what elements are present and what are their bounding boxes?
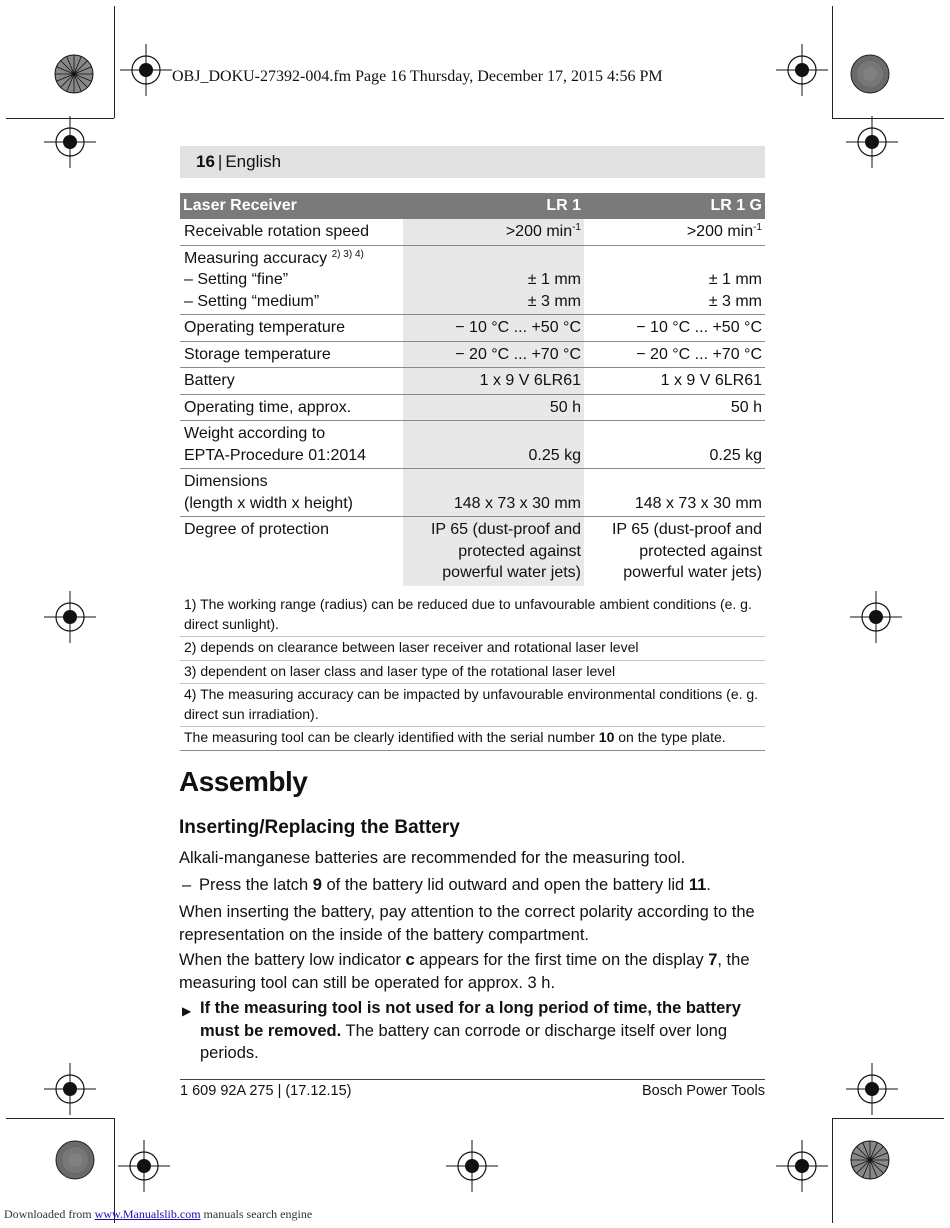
spec-value-lr1g: − 10 °C ... +50 °C	[584, 315, 765, 342]
spec-value-lr1g	[584, 219, 765, 245]
spec-label: Battery	[180, 368, 403, 395]
crop-line	[832, 1118, 944, 1119]
dash-marker: –	[182, 876, 192, 894]
spec-label-text: Measuring accuracy	[184, 249, 328, 267]
spec-label	[180, 469, 403, 517]
registration-target-icon	[776, 1140, 828, 1192]
print-header: OBJ_DOKU-27392-004.fm Page 16 Thursday, December 17, 2015 4:56 PM	[172, 68, 663, 85]
spec-value-lr1g	[584, 245, 765, 315]
spec-table-header-row	[180, 193, 765, 219]
text: , the measuring tool can still be operated for approx. 3 h.	[179, 951, 750, 992]
serial-number-note	[180, 727, 765, 751]
grey-dot-target-icon	[55, 1140, 95, 1180]
page-number: 16	[196, 152, 215, 171]
part-ref: 11	[688, 876, 707, 894]
table-row	[180, 341, 765, 368]
crop-line	[832, 6, 833, 118]
spec-value-lr1g: − 20 °C ... +70 °C	[584, 341, 765, 368]
spec-value-lr1: − 20 °C ... +70 °C	[403, 341, 584, 368]
serial-number-ref: 10	[598, 729, 615, 745]
triangle-bullet-icon: ▶	[182, 1004, 192, 1018]
spec-value-lr1g: 50 h	[584, 394, 765, 421]
registration-target-icon	[44, 116, 96, 168]
paragraph	[179, 949, 767, 994]
spec-label: Operating temperature	[180, 315, 403, 342]
spec-value-lr1g: 148 x 73 x 30 mm	[584, 469, 765, 517]
footnote-ref: 2) 3) 4)	[331, 248, 364, 260]
paragraph: Alkali-manganese batteries are recommended for the measuring tool.	[179, 849, 686, 867]
table-row	[180, 394, 765, 421]
spec-table	[180, 193, 765, 586]
spec-value-lr1	[403, 517, 584, 586]
warning-item	[182, 997, 767, 1065]
spec-label-text: EPTA-Procedure 01:2014	[184, 446, 367, 464]
part-ref: c	[405, 951, 415, 969]
download-note	[4, 1207, 312, 1222]
table-row	[180, 219, 765, 245]
footnote: 2) depends on clearance between laser receiver and rotational laser level	[180, 637, 765, 661]
registration-target-icon	[118, 1140, 170, 1192]
section-title: Assembly	[179, 766, 308, 797]
page-header-separator: |	[217, 152, 223, 171]
spec-value-text: IP 65 (dust-proof and	[611, 521, 762, 538]
page-language: English	[225, 152, 282, 171]
registration-target-icon	[44, 1063, 96, 1115]
footer-rule	[180, 1079, 765, 1080]
unit-superscript: -1	[753, 222, 762, 233]
spec-value-lr1: 1 x 9 V 6LR61	[403, 368, 584, 395]
table-row	[180, 517, 765, 586]
unit-superscript: -1	[572, 222, 581, 233]
registration-target-icon	[44, 591, 96, 643]
spec-label: Operating time, approx.	[180, 394, 403, 421]
step-text	[199, 874, 767, 897]
page-header-band	[180, 146, 765, 178]
footnote: 3) dependent on laser class and laser type of the rotational laser level	[180, 661, 765, 685]
spec-label	[180, 245, 403, 315]
starburst-target-icon	[54, 54, 94, 94]
spec-value-text: ± 1 mm	[527, 271, 581, 288]
spec-value-lr1g: 0.25 kg	[584, 421, 765, 469]
subsection-title: Inserting/Replacing the Battery	[179, 817, 460, 838]
spec-value-text: protected against	[458, 542, 581, 560]
text: .	[706, 876, 711, 894]
text: When the battery low indicator	[179, 951, 406, 969]
table-row	[180, 469, 765, 517]
spec-value-lr1g: 1 x 9 V 6LR61	[584, 368, 765, 395]
crop-line	[832, 1118, 833, 1223]
grey-dot-target-icon	[850, 54, 890, 94]
spec-value-text: powerful water jets)	[623, 564, 762, 581]
text: Downloaded from	[4, 1207, 95, 1221]
part-ref: 7	[708, 951, 718, 969]
spec-value-text: IP 65 (dust-proof and	[430, 521, 581, 538]
note-text: on the type plate.	[614, 729, 726, 745]
brand-footer: Bosch Power Tools	[641, 1083, 765, 1099]
registration-target-icon	[846, 1063, 898, 1115]
spec-sublabel: – Setting “medium”	[184, 292, 320, 310]
spec-label	[180, 421, 403, 469]
spec-value-text: powerful water jets)	[442, 564, 581, 581]
spec-value-lr1: 148 x 73 x 30 mm	[403, 469, 584, 517]
text: The battery can corrode or discharge itself over long periods.	[200, 1021, 728, 1062]
spec-value-text: ± 3 mm	[527, 292, 581, 310]
note-text: The measuring tool can be clearly identified with the serial number	[184, 729, 599, 745]
paragraph: When inserting the battery, pay attention to the correct polarity according to the representation on the inside of the battery compartment.	[179, 903, 755, 944]
manualslib-link[interactable]: www.Manualslib.com	[94, 1207, 201, 1221]
part-ref: 9	[312, 876, 322, 894]
table-row	[180, 245, 765, 315]
footnote: 4) The measuring accuracy can be impacted by unfavourable environmental conditions (e. g. direct sun irradiation).	[180, 684, 765, 727]
spec-label: Receivable rotation speed	[180, 219, 403, 245]
spec-value-text: >200 min	[505, 223, 573, 240]
text: Press the latch	[199, 876, 313, 894]
spec-label-text: Dimensions	[184, 473, 268, 490]
spec-value-lr1g	[584, 517, 765, 586]
doc-number: 1 609 92A 275 | (17.12.15)	[180, 1083, 352, 1099]
crop-line	[114, 6, 115, 118]
footnote: 1) The working range (radius) can be reduced due to unfavourable ambient conditions (e. g. direct sunlight).	[180, 594, 765, 637]
spec-label-text: Weight according to	[184, 425, 326, 442]
spec-header-lr1: LR 1	[403, 193, 584, 219]
spec-value-lr1: 0.25 kg	[403, 421, 584, 469]
spec-value-text: protected against	[639, 542, 762, 560]
spec-value-text: ± 1 mm	[708, 271, 762, 288]
spec-label: Storage temperature	[180, 341, 403, 368]
spec-value-lr1: − 10 °C ... +50 °C	[403, 315, 584, 342]
spec-value-text: ± 3 mm	[708, 292, 762, 310]
registration-target-icon	[850, 591, 902, 643]
registration-target-icon	[120, 44, 172, 96]
text: of the battery lid outward and open the battery lid	[321, 876, 689, 894]
warning-text	[200, 997, 767, 1065]
warning-bold: If the measuring tool is not used for a long period of time, the battery must be removed.	[200, 999, 741, 1040]
table-row	[180, 421, 765, 469]
text: appears for the first time on the display	[414, 951, 709, 969]
spec-label-text: (length x width x height)	[184, 494, 353, 512]
spec-value-lr1	[403, 245, 584, 315]
starburst-target-icon	[850, 1140, 890, 1180]
spec-header-label: Laser Receiver	[180, 193, 403, 219]
table-row	[180, 368, 765, 395]
registration-target-icon	[846, 116, 898, 168]
spec-header-lr1g: LR 1 G	[584, 193, 765, 219]
table-row	[180, 315, 765, 342]
spec-value-lr1	[403, 219, 584, 245]
crop-line	[6, 1118, 114, 1119]
spec-label: Degree of protection	[184, 521, 329, 538]
registration-target-icon	[446, 1140, 498, 1192]
instruction-step	[182, 874, 767, 897]
text: manuals search engine	[200, 1207, 313, 1221]
footnotes	[180, 594, 765, 751]
spec-sublabel: – Setting “fine”	[184, 271, 289, 288]
spec-value-text: >200 min	[686, 223, 754, 240]
spec-value-lr1: 50 h	[403, 394, 584, 421]
